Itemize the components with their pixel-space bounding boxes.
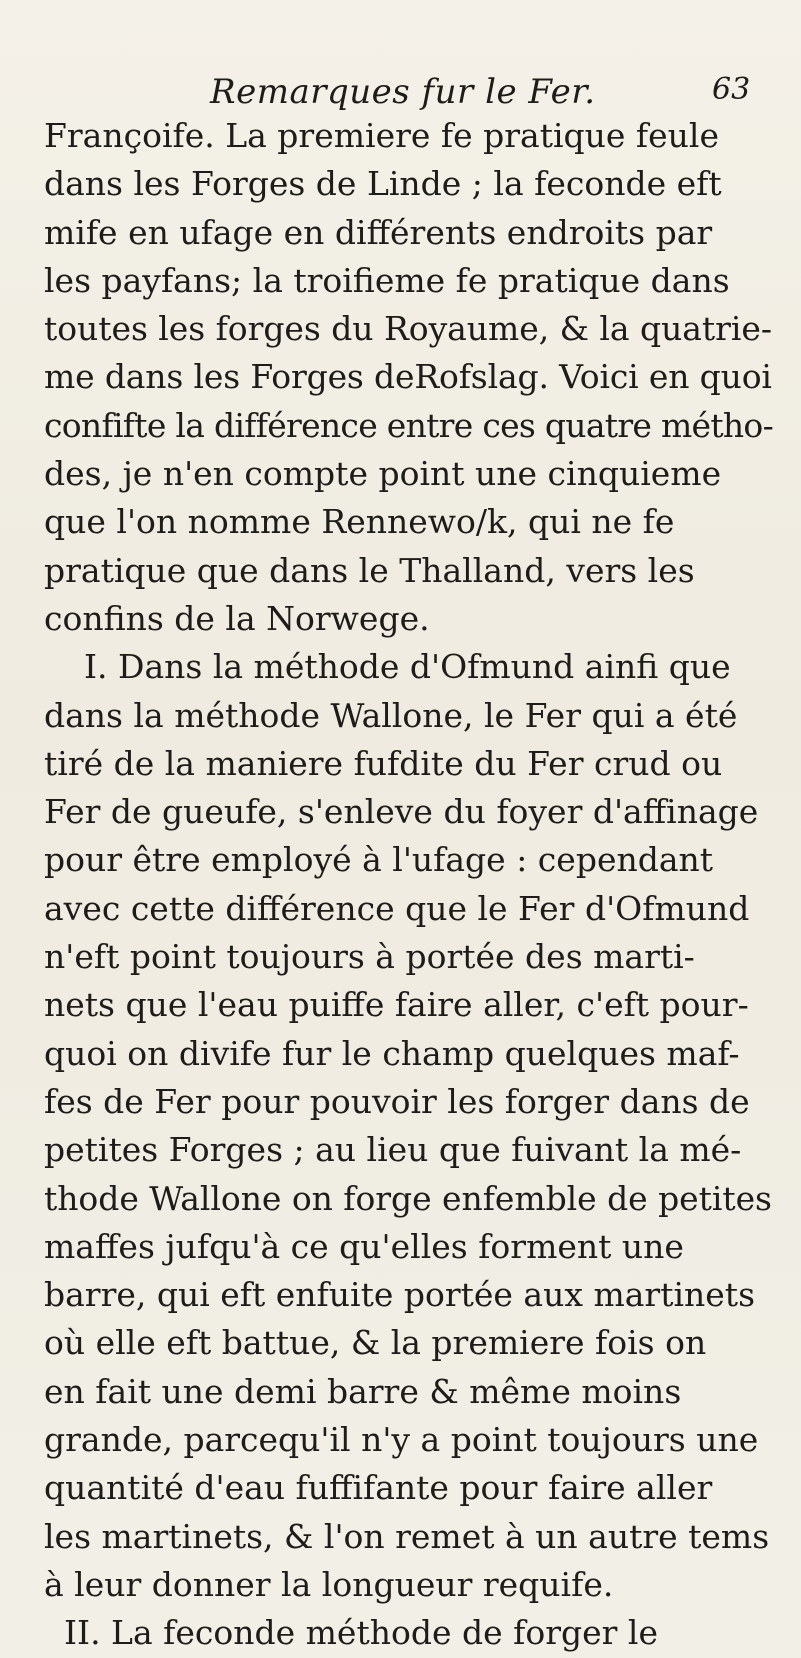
text-line: pratique que dans le Thalland, vers les [44, 550, 695, 590]
text-line: dans les Forges de Linde ; la feconde eft [44, 164, 722, 204]
text-line: barre, qui eft enfuite portée aux martinets [44, 1275, 755, 1315]
text-line: les martinets, & l'on remet à un autre tems [44, 1516, 770, 1556]
text-line: des, je n'en compte point une cinquieme [44, 454, 722, 494]
text-line: les payfans; la troifieme fe pratique dans [44, 260, 730, 300]
text-line: fes de Fer pour pouvoir les forger dans de [44, 1081, 750, 1121]
text-line: en fait une demi barre & même moins [44, 1371, 682, 1411]
page-header [0, 72, 801, 116]
text-line: Fer de gueufe, s'enleve du foyer d'affinage [44, 792, 759, 832]
text-line: nets que l'eau puiffe faire aller, c'eft pour- [44, 985, 749, 1025]
running-head: Remarques fur le Fer. [210, 72, 596, 112]
text-line: dans la méthode Wallone, le Fer qui a été [44, 695, 738, 735]
text-line: grande, parcequ'il n'y a point toujours une [44, 1420, 759, 1460]
text-line: confifte la différence entre ces quatre métho- [44, 405, 774, 445]
page-number: 63 [712, 72, 751, 107]
text-line: thode Wallone on forge enfemble de petites [44, 1178, 772, 1218]
body-text [44, 112, 772, 1658]
text-line: tiré de la maniere fufdite du Fer crud ou [44, 743, 723, 783]
text-line: à leur donner la longueur requife. [44, 1564, 614, 1604]
text-line: Françoife. La premiere fe pratique feule [44, 116, 720, 155]
text-line: n'eft point toujours à portée des marti- [44, 937, 695, 977]
paragraph-start-line: II. La feconde méthode de forger le [64, 1613, 658, 1653]
text-line: où elle eft battue, & la premiere fois on [44, 1323, 707, 1363]
text-line: avec cette différence que le Fer d'Ofmund [44, 888, 750, 928]
text-line: quantité d'eau fuffifante pour faire aller [44, 1468, 713, 1508]
paragraph-start-line: I. Dans la méthode d'Ofmund ainfi que [84, 647, 731, 687]
text-line: toutes les forges du Royaume, & la quatrie- [44, 309, 772, 349]
text-line: me dans les Forges deRofslag. Voici en quoi [44, 357, 772, 397]
text-line: pour être employé à l'ufage : cependant [44, 840, 714, 880]
text-line: maffes jufqu'à ce qu'elles forment une [44, 1226, 684, 1266]
text-line: que l'on nomme Rennewo/k, qui ne fe [44, 502, 675, 542]
text-line: quoi on divife fur le champ quelques maf- [44, 1033, 740, 1073]
text-line: petites Forges ; au lieu que fuivant la mé- [44, 1130, 742, 1170]
text-line: confins de la Norwege. [44, 598, 430, 638]
text-line: mife en ufage en différents endroits par [44, 212, 713, 252]
